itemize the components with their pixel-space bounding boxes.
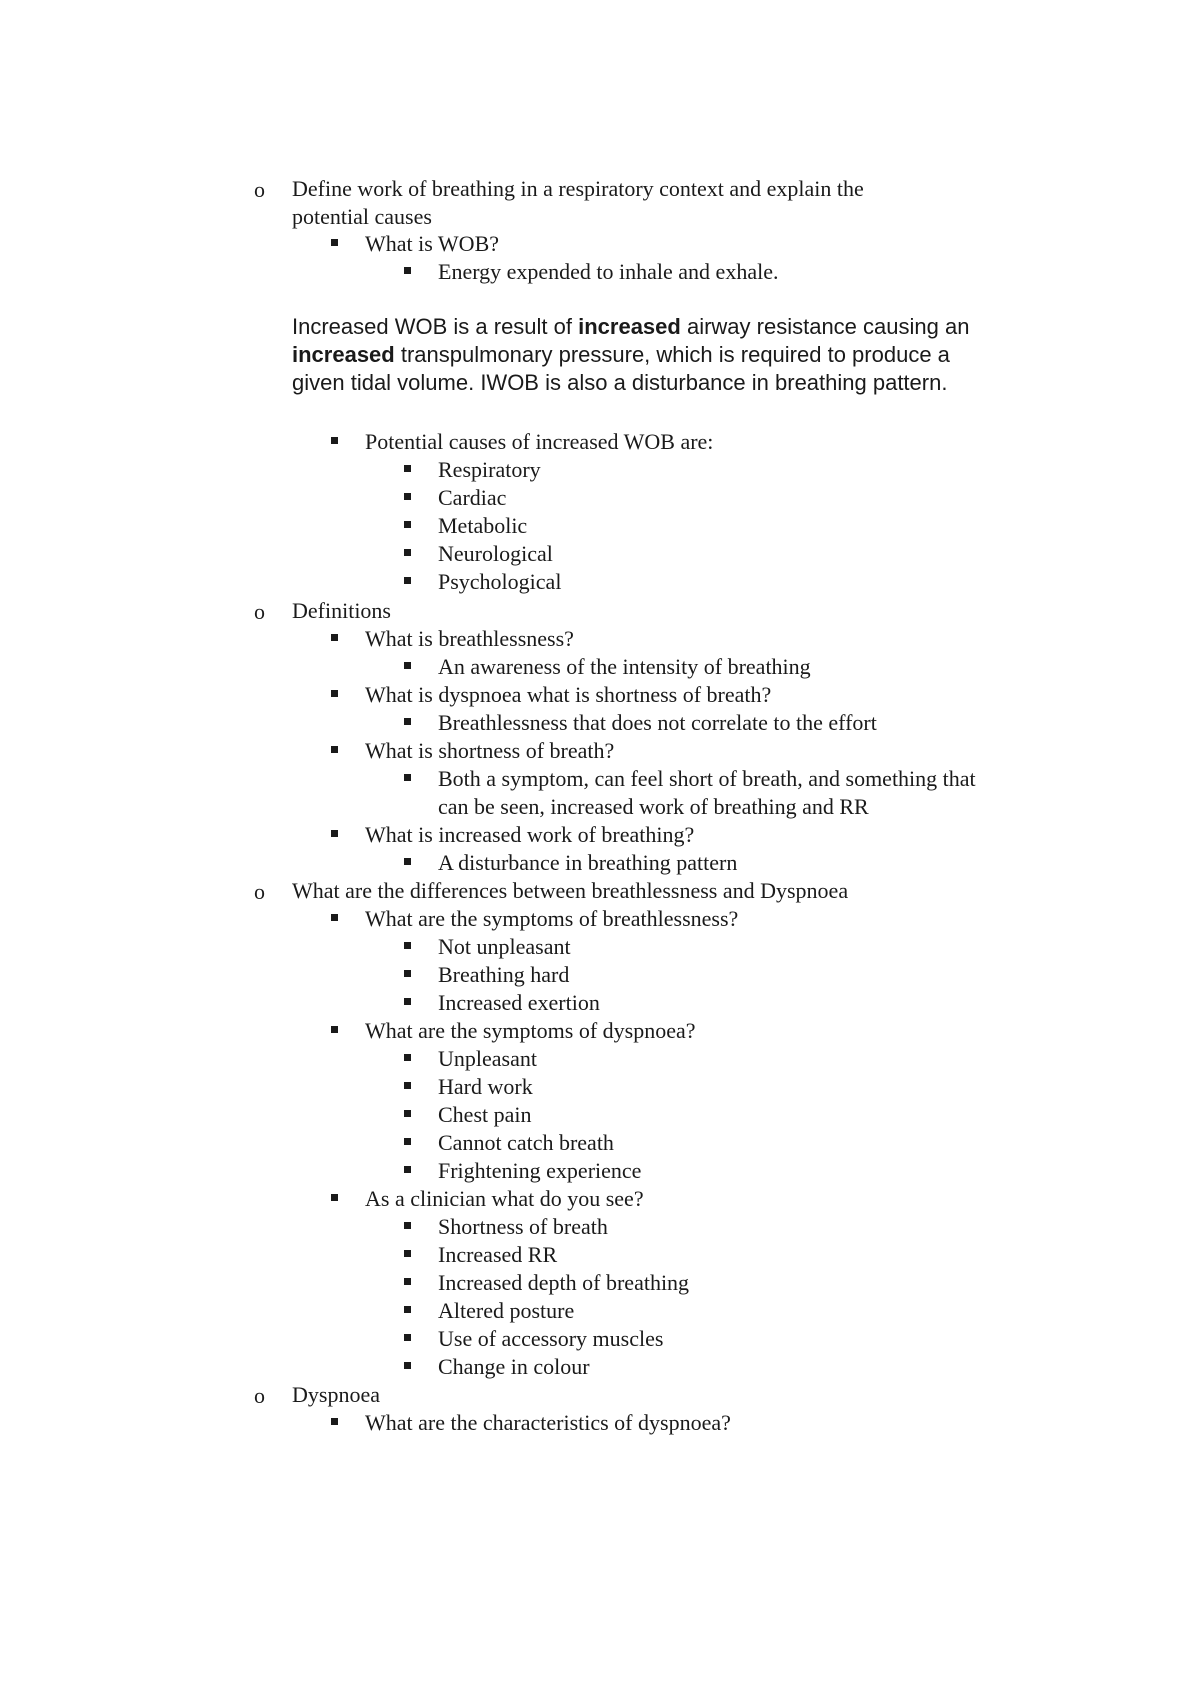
square-bullet-icon — [404, 998, 411, 1005]
question-item: As a clinician what do you see? — [365, 1186, 644, 1211]
section-heading: Define work of breathing in a respiratory context and explain the — [292, 176, 864, 201]
square-bullet-icon — [404, 970, 411, 977]
square-bullet-icon — [404, 549, 411, 556]
list-item: Metabolic — [438, 513, 528, 538]
outline-marker: o — [254, 177, 265, 202]
square-bullet-icon — [331, 1418, 338, 1425]
square-bullet-icon — [404, 577, 411, 584]
square-bullet-icon — [404, 1222, 411, 1229]
section-heading: Definitions — [292, 598, 391, 623]
square-bullet-icon — [331, 914, 338, 921]
question-item: What are the symptoms of breathlessness? — [365, 906, 739, 931]
square-bullet-icon — [404, 521, 411, 528]
square-bullet-icon — [404, 662, 411, 669]
square-bullet-icon — [404, 1334, 411, 1341]
question-item: What is shortness of breath? — [365, 738, 615, 763]
square-bullet-icon — [331, 437, 338, 444]
square-bullet-icon — [331, 690, 338, 697]
list-item: Cannot catch breath — [438, 1130, 614, 1155]
section-heading: What are the differences between breathlessness and Dyspnoea — [292, 878, 849, 903]
list-item: Change in colour — [438, 1354, 590, 1379]
square-bullet-icon — [404, 1278, 411, 1285]
list-item: Shortness of breath — [438, 1214, 608, 1239]
list-item: Psychological — [438, 569, 562, 594]
outline-marker: o — [254, 1383, 265, 1408]
square-bullet-icon — [404, 465, 411, 472]
section-heading: Dyspnoea — [292, 1382, 380, 1407]
outline-marker: o — [254, 879, 265, 904]
list-item: Neurological — [438, 541, 553, 566]
answer-item: Both a symptom, can feel short of breath, and something that — [438, 766, 976, 791]
answer-item: A disturbance in breathing pattern — [438, 850, 738, 875]
square-bullet-icon — [404, 942, 411, 949]
list-item: Hard work — [438, 1074, 533, 1099]
square-bullet-icon — [331, 1026, 338, 1033]
list-item: Unpleasant — [438, 1046, 537, 1071]
question-item: What is breathlessness? — [365, 626, 574, 651]
square-bullet-icon — [331, 634, 338, 641]
square-bullet-icon — [404, 1166, 411, 1173]
square-bullet-icon — [404, 774, 411, 781]
answer-item: An awareness of the intensity of breathing — [438, 654, 811, 679]
list-item: Chest pain — [438, 1102, 532, 1127]
question-item: What are the symptoms of dyspnoea? — [365, 1018, 696, 1043]
square-bullet-icon — [404, 1054, 411, 1061]
question-item: What is increased work of breathing? — [365, 822, 695, 847]
list-item: Increased RR — [438, 1242, 558, 1267]
outline-marker: o — [254, 599, 265, 624]
square-bullet-icon — [331, 746, 338, 753]
question-item: What is WOB? — [365, 231, 500, 256]
list-item: Cardiac — [438, 485, 507, 510]
square-bullet-icon — [404, 1362, 411, 1369]
explanation-paragraph: Increased WOB is a result of increased airway resistance causing an increased transpulmonary pressure, which is required to produce a given tidal volume. IWOB is also a disturbance in breathing pattern. — [292, 314, 970, 395]
list-item: Increased exertion — [438, 990, 600, 1015]
list-item: Increased depth of breathing — [438, 1270, 690, 1295]
square-bullet-icon — [404, 1082, 411, 1089]
list-item: Breathing hard — [438, 962, 570, 987]
question-item: What is dyspnoea what is shortness of breath? — [365, 682, 772, 707]
answer-item: Breathlessness that does not correlate to the effort — [438, 710, 877, 735]
square-bullet-icon — [331, 1194, 338, 1201]
square-bullet-icon — [404, 1110, 411, 1117]
list-item: Respiratory — [438, 457, 541, 482]
question-item: Potential causes of increased WOB are: — [365, 429, 714, 454]
answer-item-continued: can be seen, increased work of breathing and RR — [438, 794, 869, 819]
answer-item: Energy expended to inhale and exhale. — [438, 259, 779, 284]
square-bullet-icon — [404, 493, 411, 500]
section-heading-continued: potential causes — [292, 204, 432, 229]
list-item: Altered posture — [438, 1298, 575, 1323]
square-bullet-icon — [331, 239, 338, 246]
square-bullet-icon — [404, 1138, 411, 1145]
list-item: Use of accessory muscles — [438, 1326, 664, 1351]
list-item: Frightening experience — [438, 1158, 642, 1183]
square-bullet-icon — [404, 267, 411, 274]
square-bullet-icon — [404, 1306, 411, 1313]
square-bullet-icon — [404, 718, 411, 725]
square-bullet-icon — [331, 830, 338, 837]
square-bullet-icon — [404, 858, 411, 865]
list-item: Not unpleasant — [438, 934, 571, 959]
square-bullet-icon — [404, 1250, 411, 1257]
question-item: What are the characteristics of dyspnoea? — [365, 1410, 731, 1435]
